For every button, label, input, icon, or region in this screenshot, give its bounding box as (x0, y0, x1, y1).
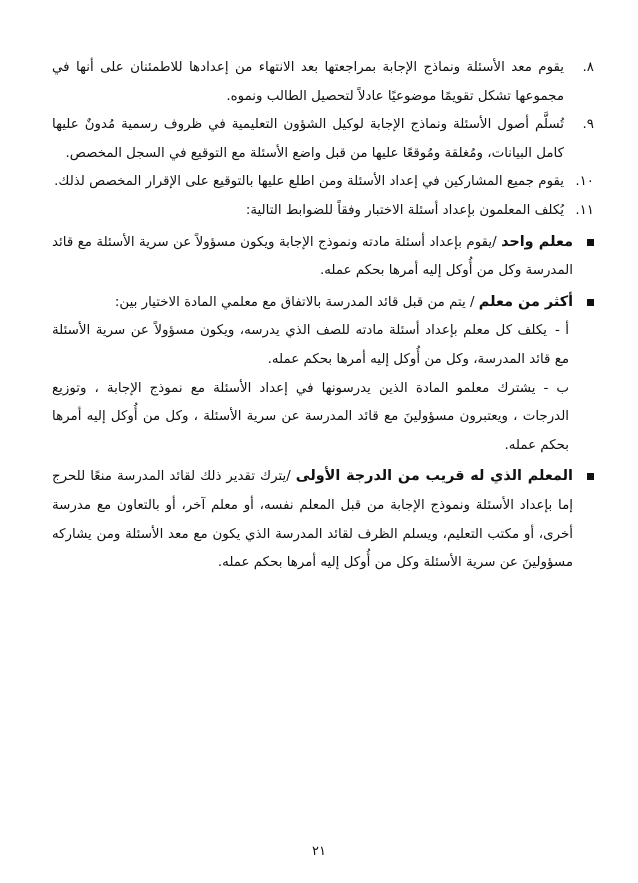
document-body (52, 54, 594, 578)
item-number: ٩. (582, 117, 594, 133)
numbered-item-11 (52, 197, 594, 226)
sub-item-a (52, 317, 573, 374)
page-number: ٢١ (312, 844, 326, 859)
bullet-text (52, 228, 573, 286)
bullet-lead: المعلم الذي له قريب من الدرجة الأولى (295, 468, 573, 485)
item-text: يقوم معد الأسئلة ونماذج الإجابة بمراجعتها بعد الانتهاء من إعدادها للاطمئنان على أنها في مجموعها تشكل تقويمًا موضوعيًا عادلاً لتحصيل الطالب ونموه. (52, 60, 564, 104)
numbered-item-9 (52, 111, 594, 168)
numbered-item-8 (52, 54, 594, 111)
bullet-lead: معلم واحد (501, 233, 573, 250)
square-bullet-icon (587, 239, 594, 246)
bullet-body: / يتم من قبل قائد المدرسة بالاتفاق مع معلمي المادة الاختيار بين: (114, 294, 479, 310)
bullet-related-teacher (52, 462, 594, 577)
square-bullet-icon (587, 299, 594, 306)
sub-item-text: يكلف كل معلم بإعداد أسئلة مادته للصف الذي يدرسه، ويكون مسؤولاً عن سرية الأسئلة مع قائد المدرسة، وكل من أُوكل إليه أمرها بحكم عمله. (52, 323, 569, 367)
bullet-body: /يقوم بإعداد أسئلة مادته ونموذج الإجابة ويكون مسؤولاً عن سرية الأسئلة مع قائد المدرسة وكل من أُوكل إليه أمرها بحكم عمله. (52, 234, 573, 279)
bullet-multiple-teachers (52, 288, 594, 461)
item-number: ٨. (582, 60, 594, 75)
sub-item-label: أ - (554, 323, 569, 339)
bullet-text (52, 462, 573, 577)
numbered-item-10 (52, 168, 594, 197)
bullet-lead: أكثر من معلم (478, 293, 573, 310)
sub-item-text: يشترك معلمو المادة الذين يدرسونها في إعداد الأسئلة مع نموذج الإجابة ، وتوزيع الدرجات ، ويعتبرون مسؤولينَ مع قائد المدرسة عن سرية الأسئلة ، وكل من أُوكل إليه أمرها بحكم عمله. (52, 380, 569, 453)
item-text: تُسلَّم أصول الأسئلة ونماذج الإجابة لوكيل الشؤون التعليمية في ظروف رسمية مُدونٌ عليها كامل البيانات، ومُغلقة ومُوقعًا عليها من قبل واضع الأسئلة مع التوقيع في السجل المخصص. (52, 117, 564, 161)
square-bullet-icon (587, 473, 594, 480)
sub-item-b (52, 375, 573, 461)
item-number: ١١. (575, 202, 594, 218)
bullet-text (52, 288, 573, 461)
sub-item-label: ب - (543, 380, 569, 396)
item-text: يُكلف المعلمون بإعداد أسئلة الاختبار وفقاً للضوابط التالية: (245, 202, 564, 218)
bullet-single-teacher (52, 228, 594, 286)
bullet-body: /يترك تقدير ذلك لقائد المدرسة منعًا للحرج إما بإعداد الأسئلة ونموذج الإجابة من قبل المعلم نفسه، أو معلم آخر، أو بالتعاون مع مدرسة أخرى، أو مكتب التعليم، ويسلم الظرف لقائد المدرسة الذي يكون مع معد الأسئلة ومن يشاركه مسؤولينَ عن سرية الأسئلة وكل من أُوكل إليه أمرها بحكم عمله. (52, 469, 573, 571)
item-number: ١٠. (575, 174, 594, 190)
item-text: يقوم جميع المشاركين في إعداد الأسئلة ومن اطلع عليها بالتوقيع على الإقرار المخصص لذلك. (54, 174, 564, 190)
